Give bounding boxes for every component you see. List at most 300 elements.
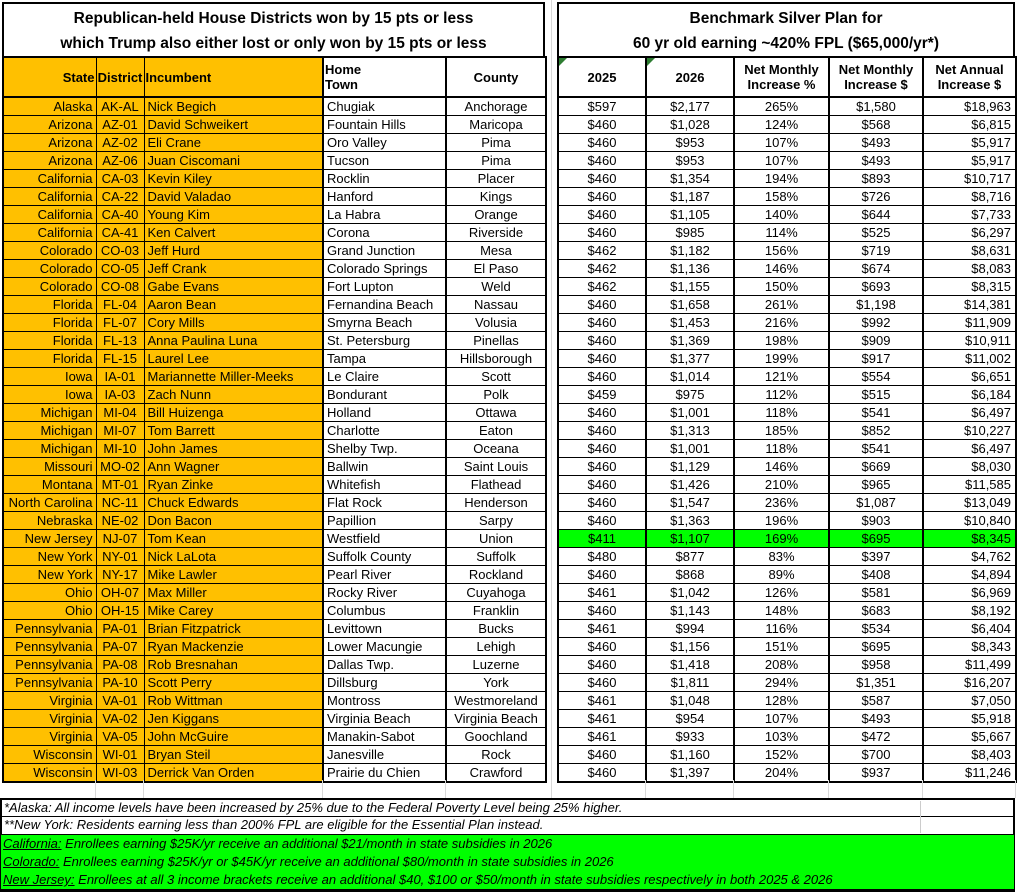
cell-incumbent[interactable]: Gabe Evans bbox=[144, 278, 323, 296]
cell-district[interactable]: MT-01 bbox=[96, 476, 144, 494]
cell-state[interactable]: California bbox=[3, 224, 96, 242]
cell-2026[interactable]: $2,177 bbox=[646, 97, 734, 116]
cell-2026[interactable]: $954 bbox=[646, 710, 734, 728]
cell-incumbent[interactable]: David Schweikert bbox=[144, 116, 323, 134]
cell-county[interactable]: Riverside bbox=[446, 224, 546, 242]
cell-district[interactable]: MI-07 bbox=[96, 422, 144, 440]
cell-incumbent[interactable]: Juan Ciscomani bbox=[144, 152, 323, 170]
cell-2025[interactable]: $462 bbox=[558, 242, 646, 260]
cell-county[interactable]: Franklin bbox=[446, 602, 546, 620]
cell-increase-annual[interactable]: $6,651 bbox=[923, 368, 1016, 386]
cell-home-town[interactable]: Janesville bbox=[323, 746, 446, 764]
cell-incumbent[interactable]: Young Kim bbox=[144, 206, 323, 224]
cell-state[interactable]: Nebraska bbox=[3, 512, 96, 530]
cell-2026[interactable]: $953 bbox=[646, 152, 734, 170]
cell-incumbent[interactable]: Tom Kean bbox=[144, 530, 323, 548]
cell-increase-monthly[interactable]: $695 bbox=[829, 638, 923, 656]
cell-home-town[interactable]: Tucson bbox=[323, 152, 446, 170]
cell-increase-annual[interactable]: $10,227 bbox=[923, 422, 1016, 440]
cell-state[interactable]: Alaska bbox=[3, 97, 96, 116]
cell-increase-pct[interactable]: 146% bbox=[734, 260, 829, 278]
cell-increase-monthly[interactable]: $726 bbox=[829, 188, 923, 206]
cell-increase-pct[interactable]: 121% bbox=[734, 368, 829, 386]
cell-increase-monthly[interactable]: $493 bbox=[829, 134, 923, 152]
cell-home-town[interactable]: Virginia Beach bbox=[323, 710, 446, 728]
cell-county[interactable]: Lehigh bbox=[446, 638, 546, 656]
cell-district[interactable]: AK-AL bbox=[96, 97, 144, 116]
cell-2025[interactable]: $460 bbox=[558, 512, 646, 530]
cell-2025[interactable]: $460 bbox=[558, 296, 646, 314]
cell-2026[interactable]: $1,547 bbox=[646, 494, 734, 512]
cell-home-town[interactable]: Colorado Springs bbox=[323, 260, 446, 278]
cell-2026[interactable]: $1,377 bbox=[646, 350, 734, 368]
cell-state[interactable]: Missouri bbox=[3, 458, 96, 476]
cell-home-town[interactable]: Rocklin bbox=[323, 170, 446, 188]
col-header-incumbent[interactable]: Incumbent bbox=[144, 57, 323, 97]
cell-incumbent[interactable]: Derrick Van Orden bbox=[144, 764, 323, 783]
cell-state[interactable]: North Carolina bbox=[3, 494, 96, 512]
cell-increase-monthly[interactable]: $541 bbox=[829, 440, 923, 458]
footnote-new-jersey[interactable]: New Jersey: Enrollees at all 3 income brackets receive an additional $40, $100 or $50/month in state subsidies respectively in both 2025 & 2026 bbox=[1, 871, 1014, 889]
cell-incumbent[interactable]: Don Bacon bbox=[144, 512, 323, 530]
cell-county[interactable]: Scott bbox=[446, 368, 546, 386]
cell-increase-monthly[interactable]: $515 bbox=[829, 386, 923, 404]
cell-incumbent[interactable]: Ryan Zinke bbox=[144, 476, 323, 494]
cell-state[interactable]: Wisconsin bbox=[3, 764, 96, 783]
cell-state[interactable]: Pennsylvania bbox=[3, 638, 96, 656]
cell-county[interactable]: Union bbox=[446, 530, 546, 548]
col-header-state[interactable]: State bbox=[3, 57, 96, 97]
cell-2026[interactable]: $868 bbox=[646, 566, 734, 584]
cell-home-town[interactable]: Smyrna Beach bbox=[323, 314, 446, 332]
cell-2025[interactable]: $460 bbox=[558, 224, 646, 242]
cell-2025[interactable]: $461 bbox=[558, 620, 646, 638]
cell-increase-monthly[interactable]: $472 bbox=[829, 728, 923, 746]
cell-incumbent[interactable]: Cory Mills bbox=[144, 314, 323, 332]
cell-2026[interactable]: $1,187 bbox=[646, 188, 734, 206]
cell-home-town[interactable]: Fountain Hills bbox=[323, 116, 446, 134]
cell-district[interactable]: NE-02 bbox=[96, 512, 144, 530]
cell-increase-monthly[interactable]: $1,198 bbox=[829, 296, 923, 314]
cell-county[interactable]: Rockland bbox=[446, 566, 546, 584]
cell-incumbent[interactable]: Nick Begich bbox=[144, 97, 323, 116]
cell-2026[interactable]: $1,107 bbox=[646, 530, 734, 548]
cell-incumbent[interactable]: Laurel Lee bbox=[144, 350, 323, 368]
col-header-net-monthly-increase-usd[interactable]: Net Monthly Increase $ bbox=[829, 57, 923, 97]
cell-district[interactable]: MI-10 bbox=[96, 440, 144, 458]
cell-home-town[interactable]: Suffolk County bbox=[323, 548, 446, 566]
cell-state[interactable]: New York bbox=[3, 548, 96, 566]
cell-increase-pct[interactable]: 294% bbox=[734, 674, 829, 692]
cell-district[interactable]: CA-41 bbox=[96, 224, 144, 242]
cell-increase-pct[interactable]: 116% bbox=[734, 620, 829, 638]
cell-incumbent[interactable]: Mike Lawler bbox=[144, 566, 323, 584]
cell-2025[interactable]: $461 bbox=[558, 692, 646, 710]
cell-2025[interactable]: $460 bbox=[558, 458, 646, 476]
cell-2026[interactable]: $933 bbox=[646, 728, 734, 746]
cell-state[interactable]: Pennsylvania bbox=[3, 674, 96, 692]
cell-increase-annual[interactable]: $6,497 bbox=[923, 404, 1016, 422]
cell-increase-pct[interactable]: 126% bbox=[734, 584, 829, 602]
cell-county[interactable]: Crawford bbox=[446, 764, 546, 783]
cell-increase-monthly[interactable]: $587 bbox=[829, 692, 923, 710]
cell-increase-monthly[interactable]: $693 bbox=[829, 278, 923, 296]
cell-increase-pct[interactable]: 265% bbox=[734, 97, 829, 116]
cell-2025[interactable]: $411 bbox=[558, 530, 646, 548]
cell-increase-pct[interactable]: 124% bbox=[734, 116, 829, 134]
cell-increase-monthly[interactable]: $1,580 bbox=[829, 97, 923, 116]
cell-home-town[interactable]: Manakin-Sabot bbox=[323, 728, 446, 746]
cell-increase-pct[interactable]: 199% bbox=[734, 350, 829, 368]
cell-district[interactable]: CO-08 bbox=[96, 278, 144, 296]
cell-county[interactable]: Anchorage bbox=[446, 97, 546, 116]
cell-incumbent[interactable]: Anna Paulina Luna bbox=[144, 332, 323, 350]
cell-home-town[interactable]: Dillsburg bbox=[323, 674, 446, 692]
cell-increase-pct[interactable]: 118% bbox=[734, 404, 829, 422]
cell-district[interactable]: CO-03 bbox=[96, 242, 144, 260]
cell-increase-pct[interactable]: 107% bbox=[734, 134, 829, 152]
cell-increase-monthly[interactable]: $568 bbox=[829, 116, 923, 134]
cell-county[interactable]: Saint Louis bbox=[446, 458, 546, 476]
cell-incumbent[interactable]: Tom Barrett bbox=[144, 422, 323, 440]
cell-increase-pct[interactable]: 152% bbox=[734, 746, 829, 764]
cell-increase-monthly[interactable]: $534 bbox=[829, 620, 923, 638]
cell-increase-pct[interactable]: 198% bbox=[734, 332, 829, 350]
cell-district[interactable]: WI-03 bbox=[96, 764, 144, 783]
cell-county[interactable]: Westmoreland bbox=[446, 692, 546, 710]
cell-2026[interactable]: $1,156 bbox=[646, 638, 734, 656]
cell-increase-annual[interactable]: $6,404 bbox=[923, 620, 1016, 638]
cell-incumbent[interactable]: John James bbox=[144, 440, 323, 458]
cell-2026[interactable]: $1,658 bbox=[646, 296, 734, 314]
cell-county[interactable]: Bucks bbox=[446, 620, 546, 638]
cell-increase-pct[interactable]: 261% bbox=[734, 296, 829, 314]
cell-county[interactable]: Placer bbox=[446, 170, 546, 188]
cell-2026[interactable]: $1,426 bbox=[646, 476, 734, 494]
cell-increase-pct[interactable]: 107% bbox=[734, 710, 829, 728]
cell-state[interactable]: Arizona bbox=[3, 152, 96, 170]
cell-district[interactable]: AZ-06 bbox=[96, 152, 144, 170]
cell-incumbent[interactable]: Ken Calvert bbox=[144, 224, 323, 242]
cell-county[interactable]: Sarpy bbox=[446, 512, 546, 530]
cell-increase-annual[interactable]: $8,192 bbox=[923, 602, 1016, 620]
cell-increase-pct[interactable]: 194% bbox=[734, 170, 829, 188]
cell-increase-annual[interactable]: $10,717 bbox=[923, 170, 1016, 188]
cell-increase-annual[interactable]: $10,911 bbox=[923, 332, 1016, 350]
cell-2025[interactable]: $460 bbox=[558, 404, 646, 422]
cell-2026[interactable]: $1,418 bbox=[646, 656, 734, 674]
cell-increase-monthly[interactable]: $397 bbox=[829, 548, 923, 566]
cell-incumbent[interactable]: Eli Crane bbox=[144, 134, 323, 152]
cell-increase-monthly[interactable]: $965 bbox=[829, 476, 923, 494]
cell-2026[interactable]: $1,397 bbox=[646, 764, 734, 783]
cell-increase-annual[interactable]: $5,917 bbox=[923, 134, 1016, 152]
cell-increase-monthly[interactable]: $992 bbox=[829, 314, 923, 332]
cell-increase-annual[interactable]: $18,963 bbox=[923, 97, 1016, 116]
cell-incumbent[interactable]: Brian Fitzpatrick bbox=[144, 620, 323, 638]
cell-district[interactable]: NY-01 bbox=[96, 548, 144, 566]
cell-increase-annual[interactable]: $8,716 bbox=[923, 188, 1016, 206]
cell-state[interactable]: Colorado bbox=[3, 242, 96, 260]
cell-2025[interactable]: $459 bbox=[558, 386, 646, 404]
cell-2026[interactable]: $1,001 bbox=[646, 404, 734, 422]
cell-increase-pct[interactable]: 112% bbox=[734, 386, 829, 404]
cell-increase-pct[interactable]: 103% bbox=[734, 728, 829, 746]
cell-home-town[interactable]: St. Petersburg bbox=[323, 332, 446, 350]
cell-increase-pct[interactable]: 169% bbox=[734, 530, 829, 548]
cell-2026[interactable]: $1,354 bbox=[646, 170, 734, 188]
cell-county[interactable]: Pima bbox=[446, 134, 546, 152]
cell-2025[interactable]: $460 bbox=[558, 188, 646, 206]
cell-home-town[interactable]: Prairie du Chien bbox=[323, 764, 446, 783]
cell-increase-monthly[interactable]: $1,087 bbox=[829, 494, 923, 512]
cell-increase-annual[interactable]: $8,030 bbox=[923, 458, 1016, 476]
cell-home-town[interactable]: Montross bbox=[323, 692, 446, 710]
cell-incumbent[interactable]: Rob Wittman bbox=[144, 692, 323, 710]
cell-home-town[interactable]: Rocky River bbox=[323, 584, 446, 602]
cell-increase-monthly[interactable]: $893 bbox=[829, 170, 923, 188]
cell-2025[interactable]: $480 bbox=[558, 548, 646, 566]
cell-district[interactable]: NC-11 bbox=[96, 494, 144, 512]
cell-increase-pct[interactable]: 148% bbox=[734, 602, 829, 620]
cell-2026[interactable]: $1,105 bbox=[646, 206, 734, 224]
cell-increase-pct[interactable]: 107% bbox=[734, 152, 829, 170]
cell-increase-annual[interactable]: $5,667 bbox=[923, 728, 1016, 746]
cell-2026[interactable]: $975 bbox=[646, 386, 734, 404]
cell-state[interactable]: Ohio bbox=[3, 584, 96, 602]
cell-state[interactable]: California bbox=[3, 188, 96, 206]
cell-2026[interactable]: $1,136 bbox=[646, 260, 734, 278]
cell-2025[interactable]: $460 bbox=[558, 332, 646, 350]
cell-county[interactable]: Oceana bbox=[446, 440, 546, 458]
cell-incumbent[interactable]: Rob Bresnahan bbox=[144, 656, 323, 674]
cell-increase-annual[interactable]: $16,207 bbox=[923, 674, 1016, 692]
cell-increase-annual[interactable]: $11,246 bbox=[923, 764, 1016, 783]
cell-increase-pct[interactable]: 83% bbox=[734, 548, 829, 566]
cell-increase-pct[interactable]: 118% bbox=[734, 440, 829, 458]
cell-increase-pct[interactable]: 128% bbox=[734, 692, 829, 710]
cell-increase-monthly[interactable]: $554 bbox=[829, 368, 923, 386]
cell-county[interactable]: Pinellas bbox=[446, 332, 546, 350]
cell-increase-annual[interactable]: $14,381 bbox=[923, 296, 1016, 314]
cell-increase-pct[interactable]: 151% bbox=[734, 638, 829, 656]
cell-2025[interactable]: $460 bbox=[558, 422, 646, 440]
cell-increase-annual[interactable]: $7,733 bbox=[923, 206, 1016, 224]
cell-increase-annual[interactable]: $6,297 bbox=[923, 224, 1016, 242]
cell-incumbent[interactable]: Jen Kiggans bbox=[144, 710, 323, 728]
cell-district[interactable]: NJ-07 bbox=[96, 530, 144, 548]
col-header-district[interactable]: District bbox=[96, 57, 144, 97]
cell-home-town[interactable]: Le Claire bbox=[323, 368, 446, 386]
cell-increase-pct[interactable]: 208% bbox=[734, 656, 829, 674]
cell-incumbent[interactable]: Kevin Kiley bbox=[144, 170, 323, 188]
cell-increase-pct[interactable]: 89% bbox=[734, 566, 829, 584]
cell-state[interactable]: California bbox=[3, 206, 96, 224]
cell-increase-monthly[interactable]: $937 bbox=[829, 764, 923, 783]
cell-state[interactable]: New York bbox=[3, 566, 96, 584]
cell-county[interactable]: Volusia bbox=[446, 314, 546, 332]
cell-home-town[interactable]: Bondurant bbox=[323, 386, 446, 404]
cell-increase-pct[interactable]: 158% bbox=[734, 188, 829, 206]
cell-2025[interactable]: $462 bbox=[558, 278, 646, 296]
cell-increase-monthly[interactable]: $674 bbox=[829, 260, 923, 278]
cell-district[interactable]: OH-07 bbox=[96, 584, 144, 602]
cell-2025[interactable]: $460 bbox=[558, 170, 646, 188]
cell-increase-annual[interactable]: $13,049 bbox=[923, 494, 1016, 512]
cell-increase-monthly[interactable]: $958 bbox=[829, 656, 923, 674]
cell-increase-annual[interactable]: $5,917 bbox=[923, 152, 1016, 170]
cell-county[interactable]: Hillsborough bbox=[446, 350, 546, 368]
cell-increase-pct[interactable]: 156% bbox=[734, 242, 829, 260]
cell-county[interactable]: Ottawa bbox=[446, 404, 546, 422]
cell-home-town[interactable]: Dallas Twp. bbox=[323, 656, 446, 674]
cell-2026[interactable]: $1,129 bbox=[646, 458, 734, 476]
cell-state[interactable]: Wisconsin bbox=[3, 746, 96, 764]
cell-2025[interactable]: $460 bbox=[558, 476, 646, 494]
cell-incumbent[interactable]: John McGuire bbox=[144, 728, 323, 746]
cell-state[interactable]: New Jersey bbox=[3, 530, 96, 548]
cell-incumbent[interactable]: Zach Nunn bbox=[144, 386, 323, 404]
cell-increase-annual[interactable]: $8,631 bbox=[923, 242, 1016, 260]
cell-county[interactable]: Suffolk bbox=[446, 548, 546, 566]
cell-increase-monthly[interactable]: $493 bbox=[829, 152, 923, 170]
cell-2026[interactable]: $1,014 bbox=[646, 368, 734, 386]
cell-county[interactable]: Luzerne bbox=[446, 656, 546, 674]
cell-home-town[interactable]: Grand Junction bbox=[323, 242, 446, 260]
cell-increase-annual[interactable]: $8,315 bbox=[923, 278, 1016, 296]
cell-state[interactable]: Virginia bbox=[3, 710, 96, 728]
cell-home-town[interactable]: Papillion bbox=[323, 512, 446, 530]
cell-increase-monthly[interactable]: $581 bbox=[829, 584, 923, 602]
cell-2026[interactable]: $1,369 bbox=[646, 332, 734, 350]
col-header-net-monthly-increase-pct[interactable]: Net Monthly Increase % bbox=[734, 57, 829, 97]
cell-home-town[interactable]: Levittown bbox=[323, 620, 446, 638]
cell-home-town[interactable]: La Habra bbox=[323, 206, 446, 224]
cell-county[interactable]: Flathead bbox=[446, 476, 546, 494]
cell-increase-annual[interactable]: $8,345 bbox=[923, 530, 1016, 548]
cell-district[interactable]: MO-02 bbox=[96, 458, 144, 476]
cell-2025[interactable]: $460 bbox=[558, 746, 646, 764]
cell-incumbent[interactable]: Mariannette Miller-Meeks bbox=[144, 368, 323, 386]
cell-state[interactable]: Florida bbox=[3, 296, 96, 314]
cell-incumbent[interactable]: Scott Perry bbox=[144, 674, 323, 692]
cell-2026[interactable]: $1,453 bbox=[646, 314, 734, 332]
cell-state[interactable]: Michigan bbox=[3, 404, 96, 422]
cell-2026[interactable]: $1,028 bbox=[646, 116, 734, 134]
cell-2026[interactable]: $1,313 bbox=[646, 422, 734, 440]
cell-increase-monthly[interactable]: $700 bbox=[829, 746, 923, 764]
cell-2025[interactable]: $460 bbox=[558, 134, 646, 152]
cell-state[interactable]: Iowa bbox=[3, 368, 96, 386]
cell-2025[interactable]: $461 bbox=[558, 584, 646, 602]
cell-2026[interactable]: $994 bbox=[646, 620, 734, 638]
cell-2025[interactable]: $460 bbox=[558, 152, 646, 170]
cell-county[interactable]: Rock bbox=[446, 746, 546, 764]
cell-2025[interactable]: $460 bbox=[558, 494, 646, 512]
cell-incumbent[interactable]: Aaron Bean bbox=[144, 296, 323, 314]
cell-increase-annual[interactable]: $11,499 bbox=[923, 656, 1016, 674]
footnote-alaska[interactable]: *Alaska: All income levels have been increased by 25% due to the Federal Poverty Level being 25% higher. bbox=[2, 800, 1013, 817]
cell-2025[interactable]: $461 bbox=[558, 728, 646, 746]
cell-state[interactable]: Arizona bbox=[3, 134, 96, 152]
cell-increase-annual[interactable]: $4,894 bbox=[923, 566, 1016, 584]
footnote-california[interactable]: California: Enrollees earning $25K/yr receive an additional $21/month in state subsidies in 2026 bbox=[1, 835, 1014, 853]
cell-increase-monthly[interactable]: $1,351 bbox=[829, 674, 923, 692]
cell-increase-annual[interactable]: $10,840 bbox=[923, 512, 1016, 530]
cell-increase-pct[interactable]: 204% bbox=[734, 764, 829, 783]
cell-2026[interactable]: $1,182 bbox=[646, 242, 734, 260]
cell-increase-monthly[interactable]: $408 bbox=[829, 566, 923, 584]
footnote-new-york[interactable]: **New York: Residents earning less than 200% FPL are eligible for the Essential Plan instead. bbox=[4, 817, 544, 832]
cell-2026[interactable]: $1,155 bbox=[646, 278, 734, 296]
cell-county[interactable]: Pima bbox=[446, 152, 546, 170]
cell-county[interactable]: York bbox=[446, 674, 546, 692]
cell-county[interactable]: Kings bbox=[446, 188, 546, 206]
cell-increase-pct[interactable]: 146% bbox=[734, 458, 829, 476]
cell-increase-monthly[interactable]: $644 bbox=[829, 206, 923, 224]
cell-increase-annual[interactable]: $4,762 bbox=[923, 548, 1016, 566]
cell-increase-monthly[interactable]: $909 bbox=[829, 332, 923, 350]
cell-increase-annual[interactable]: $8,083 bbox=[923, 260, 1016, 278]
cell-incumbent[interactable]: Mike Carey bbox=[144, 602, 323, 620]
cell-2025[interactable]: $460 bbox=[558, 764, 646, 783]
cell-district[interactable]: PA-07 bbox=[96, 638, 144, 656]
cell-increase-monthly[interactable]: $541 bbox=[829, 404, 923, 422]
cell-county[interactable]: Polk bbox=[446, 386, 546, 404]
cell-county[interactable]: Maricopa bbox=[446, 116, 546, 134]
cell-home-town[interactable]: Ballwin bbox=[323, 458, 446, 476]
cell-2025[interactable]: $462 bbox=[558, 260, 646, 278]
cell-increase-pct[interactable]: 216% bbox=[734, 314, 829, 332]
cell-increase-annual[interactable]: $7,050 bbox=[923, 692, 1016, 710]
cell-2025[interactable]: $597 bbox=[558, 97, 646, 116]
cell-home-town[interactable]: Columbus bbox=[323, 602, 446, 620]
cell-county[interactable]: Goochland bbox=[446, 728, 546, 746]
cell-home-town[interactable]: Corona bbox=[323, 224, 446, 242]
cell-district[interactable]: CA-40 bbox=[96, 206, 144, 224]
cell-incumbent[interactable]: Nick LaLota bbox=[144, 548, 323, 566]
cell-2026[interactable]: $953 bbox=[646, 134, 734, 152]
cell-county[interactable]: El Paso bbox=[446, 260, 546, 278]
cell-district[interactable]: VA-01 bbox=[96, 692, 144, 710]
cell-state[interactable]: Pennsylvania bbox=[3, 656, 96, 674]
cell-increase-monthly[interactable]: $917 bbox=[829, 350, 923, 368]
cell-increase-annual[interactable]: $6,497 bbox=[923, 440, 1016, 458]
cell-2026[interactable]: $1,048 bbox=[646, 692, 734, 710]
cell-state[interactable]: Virginia bbox=[3, 692, 96, 710]
cell-increase-pct[interactable]: 114% bbox=[734, 224, 829, 242]
cell-2025[interactable]: $460 bbox=[558, 206, 646, 224]
cell-increase-annual[interactable]: $8,403 bbox=[923, 746, 1016, 764]
cell-2026[interactable]: $1,143 bbox=[646, 602, 734, 620]
cell-state[interactable]: Michigan bbox=[3, 440, 96, 458]
cell-home-town[interactable]: Shelby Twp. bbox=[323, 440, 446, 458]
cell-2025[interactable]: $460 bbox=[558, 116, 646, 134]
col-header-county[interactable]: County bbox=[446, 57, 546, 97]
cell-home-town[interactable]: Holland bbox=[323, 404, 446, 422]
cell-district[interactable]: VA-05 bbox=[96, 728, 144, 746]
cell-increase-pct[interactable]: 140% bbox=[734, 206, 829, 224]
cell-district[interactable]: AZ-02 bbox=[96, 134, 144, 152]
col-header-2025[interactable]: 2025 bbox=[558, 57, 646, 97]
cell-increase-annual[interactable]: $11,002 bbox=[923, 350, 1016, 368]
cell-incumbent[interactable]: Bill Huizenga bbox=[144, 404, 323, 422]
cell-incumbent[interactable]: Jeff Hurd bbox=[144, 242, 323, 260]
col-header-net-annual-increase-usd[interactable]: Net Annual Increase $ bbox=[923, 57, 1016, 97]
cell-district[interactable]: CO-05 bbox=[96, 260, 144, 278]
cell-incumbent[interactable]: Chuck Edwards bbox=[144, 494, 323, 512]
cell-increase-monthly[interactable]: $852 bbox=[829, 422, 923, 440]
